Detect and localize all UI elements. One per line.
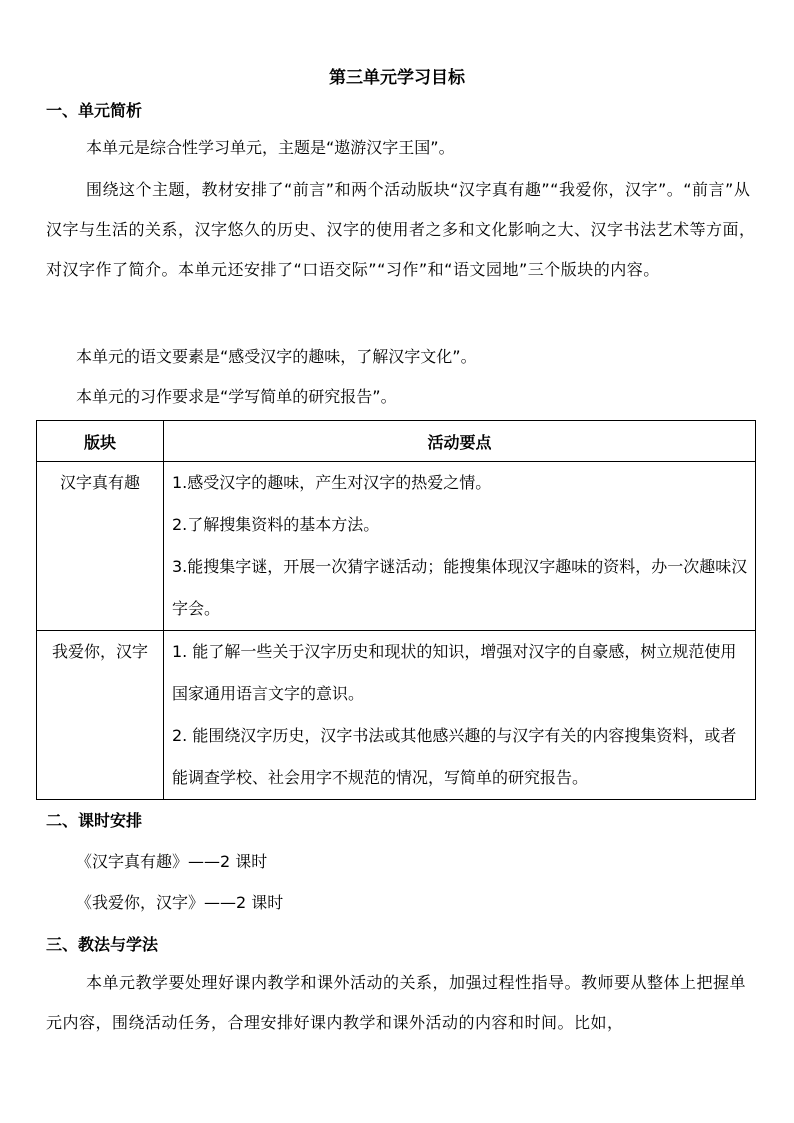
list-item: 1.感受汉字的趣味，产生对汉字的热爱之情。 bbox=[172, 473, 492, 492]
table-row bbox=[37, 631, 756, 800]
schedule-line-1: 《汉字真有趣》——2 课时 bbox=[76, 852, 268, 871]
document-title: 第三单元学习目标 bbox=[329, 68, 465, 88]
list-item: 2. 能围绕汉字历史，汉字书法或其他感兴趣的与汉字有关的内容搜集资料，或者能调查学校、社会用字不规范的情况，写简单的研究报告。 bbox=[172, 726, 737, 787]
table-row bbox=[37, 462, 756, 631]
section-heading-methods: 三、教法与学法 bbox=[46, 935, 159, 954]
section-heading-analysis: 一、单元简析 bbox=[46, 101, 143, 120]
analysis-paragraph-2: 围绕这个主题，教材安排了“前言”和两个活动版块“汉字真有趣”“我爱你，汉字”。“前言”从汉字与生活的关系，汉字悠久的历史、汉字的使用者之多和文化影响之大、汉字书法艺术等方面，对汉字作了简介。本单元还安排了“口语交际”“习作”和“语文园地”三个版块的内容。 bbox=[46, 180, 756, 279]
table-header-block: 版块 bbox=[37, 421, 164, 462]
schedule-line-2: 《我爱你，汉字》——2 课时 bbox=[76, 893, 284, 912]
table-cell-items bbox=[164, 631, 756, 800]
list-item: 1. 能了解一些关于汉字历史和现状的知识，增强对汉字的自豪感，树立规范使用国家通用语言文字的意识。 bbox=[172, 642, 737, 703]
analysis-paragraph-1: 本单元是综合性学习单元，主题是“遨游汉字王国”。 bbox=[86, 138, 455, 157]
section-heading-schedule: 二、课时安排 bbox=[46, 811, 143, 830]
activity-table bbox=[36, 420, 756, 800]
table-cell-block: 汉字真有趣 bbox=[37, 462, 164, 631]
analysis-paragraph-4: 本单元的习作要求是“学写简单的研究报告”。 bbox=[76, 387, 397, 406]
table-header-row bbox=[37, 421, 756, 462]
table-header-activity: 活动要点 bbox=[164, 421, 756, 462]
methods-paragraph-1: 本单元教学要处理好课内教学和课外活动的关系，加强过程性指导。教师要从整体上把握单元内容，围绕活动任务，合理安排好课内教学和课外活动的内容和时间。比如， bbox=[46, 973, 747, 1032]
list-item: 3.能搜集字谜，开展一次猜字谜活动；能搜集体现汉字趣味的资料，办一次趣味汉字会。 bbox=[172, 557, 748, 618]
table-cell-items bbox=[164, 462, 756, 631]
table-cell-block: 我爱你，汉字 bbox=[37, 631, 164, 800]
analysis-paragraph-3: 本单元的语文要素是“感受汉字的趣味，了解汉字文化”。 bbox=[76, 347, 477, 366]
list-item: 2.了解搜集资料的基本方法。 bbox=[172, 515, 380, 534]
